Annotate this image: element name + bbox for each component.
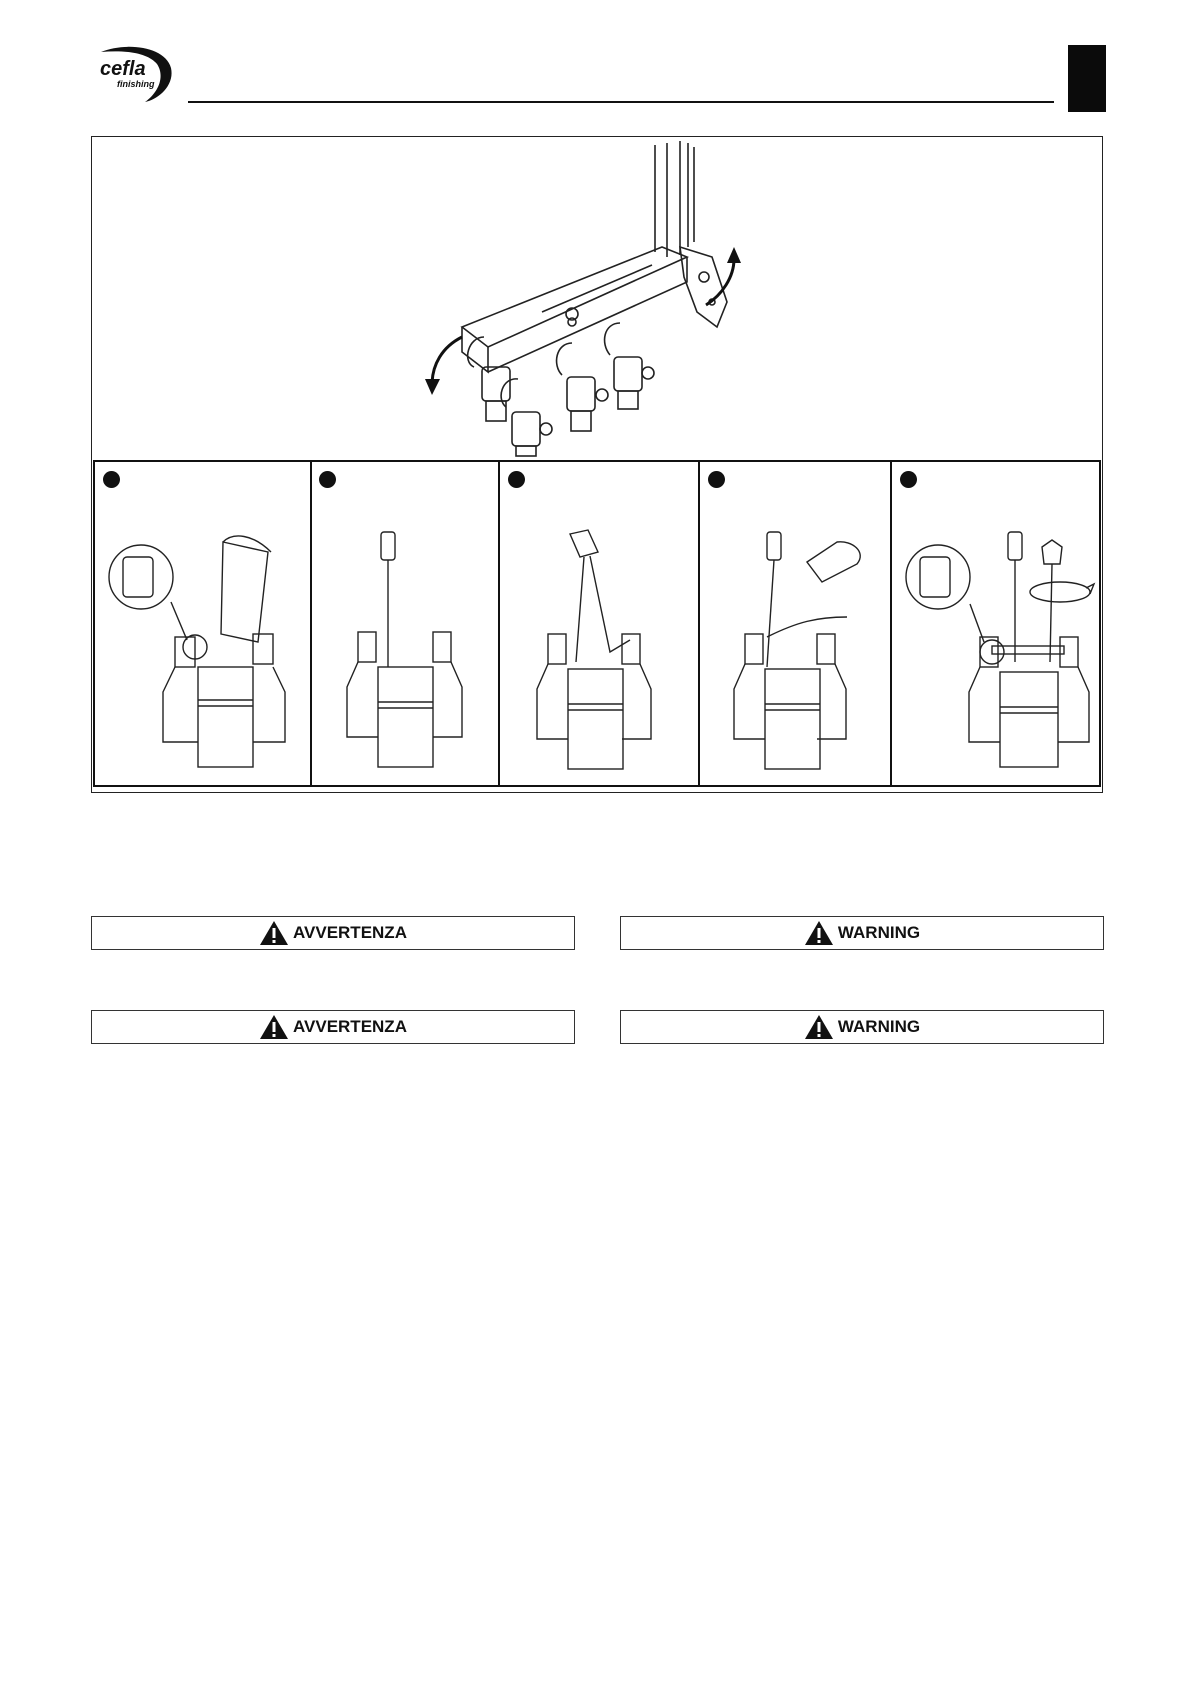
spray-gun-bar-illustration	[422, 137, 852, 457]
warning-label: AVVERTENZA	[293, 1017, 407, 1036]
step-4-illustration	[707, 522, 887, 772]
warning-triangle-icon	[804, 1014, 834, 1040]
panel-divider	[498, 462, 500, 785]
steps-panel-group	[93, 460, 1101, 787]
warning-label: WARNING	[837, 1017, 921, 1036]
step-5-illustration	[900, 522, 1100, 772]
header-rule	[188, 101, 1054, 103]
panel-divider	[310, 462, 312, 785]
warning-box-it-2	[91, 1010, 575, 1044]
warning-box-it-1	[91, 916, 575, 950]
step-3-illustration	[510, 522, 690, 772]
warning-box-en-2	[620, 1010, 1104, 1044]
warning-triangle-icon	[259, 920, 289, 946]
logo-brand-text: cefla	[100, 58, 146, 80]
warning-triangle-icon	[259, 1014, 289, 1040]
step-2-marker	[319, 471, 336, 488]
step-1-illustration	[103, 522, 303, 772]
warning-triangle-icon	[804, 920, 834, 946]
warning-box-en-1	[620, 916, 1104, 950]
step-1-marker	[103, 471, 120, 488]
step-3-marker	[508, 471, 525, 488]
panel-divider	[890, 462, 892, 785]
section-tab-marker	[1068, 45, 1106, 112]
step-5-marker	[900, 471, 917, 488]
warning-label: AVVERTENZA	[293, 923, 407, 942]
step-4-marker	[708, 471, 725, 488]
warning-label: WARNING	[837, 923, 921, 942]
logo-sub-text: finishing	[117, 79, 155, 89]
panel-divider	[698, 462, 700, 785]
step-2-illustration	[323, 522, 493, 772]
